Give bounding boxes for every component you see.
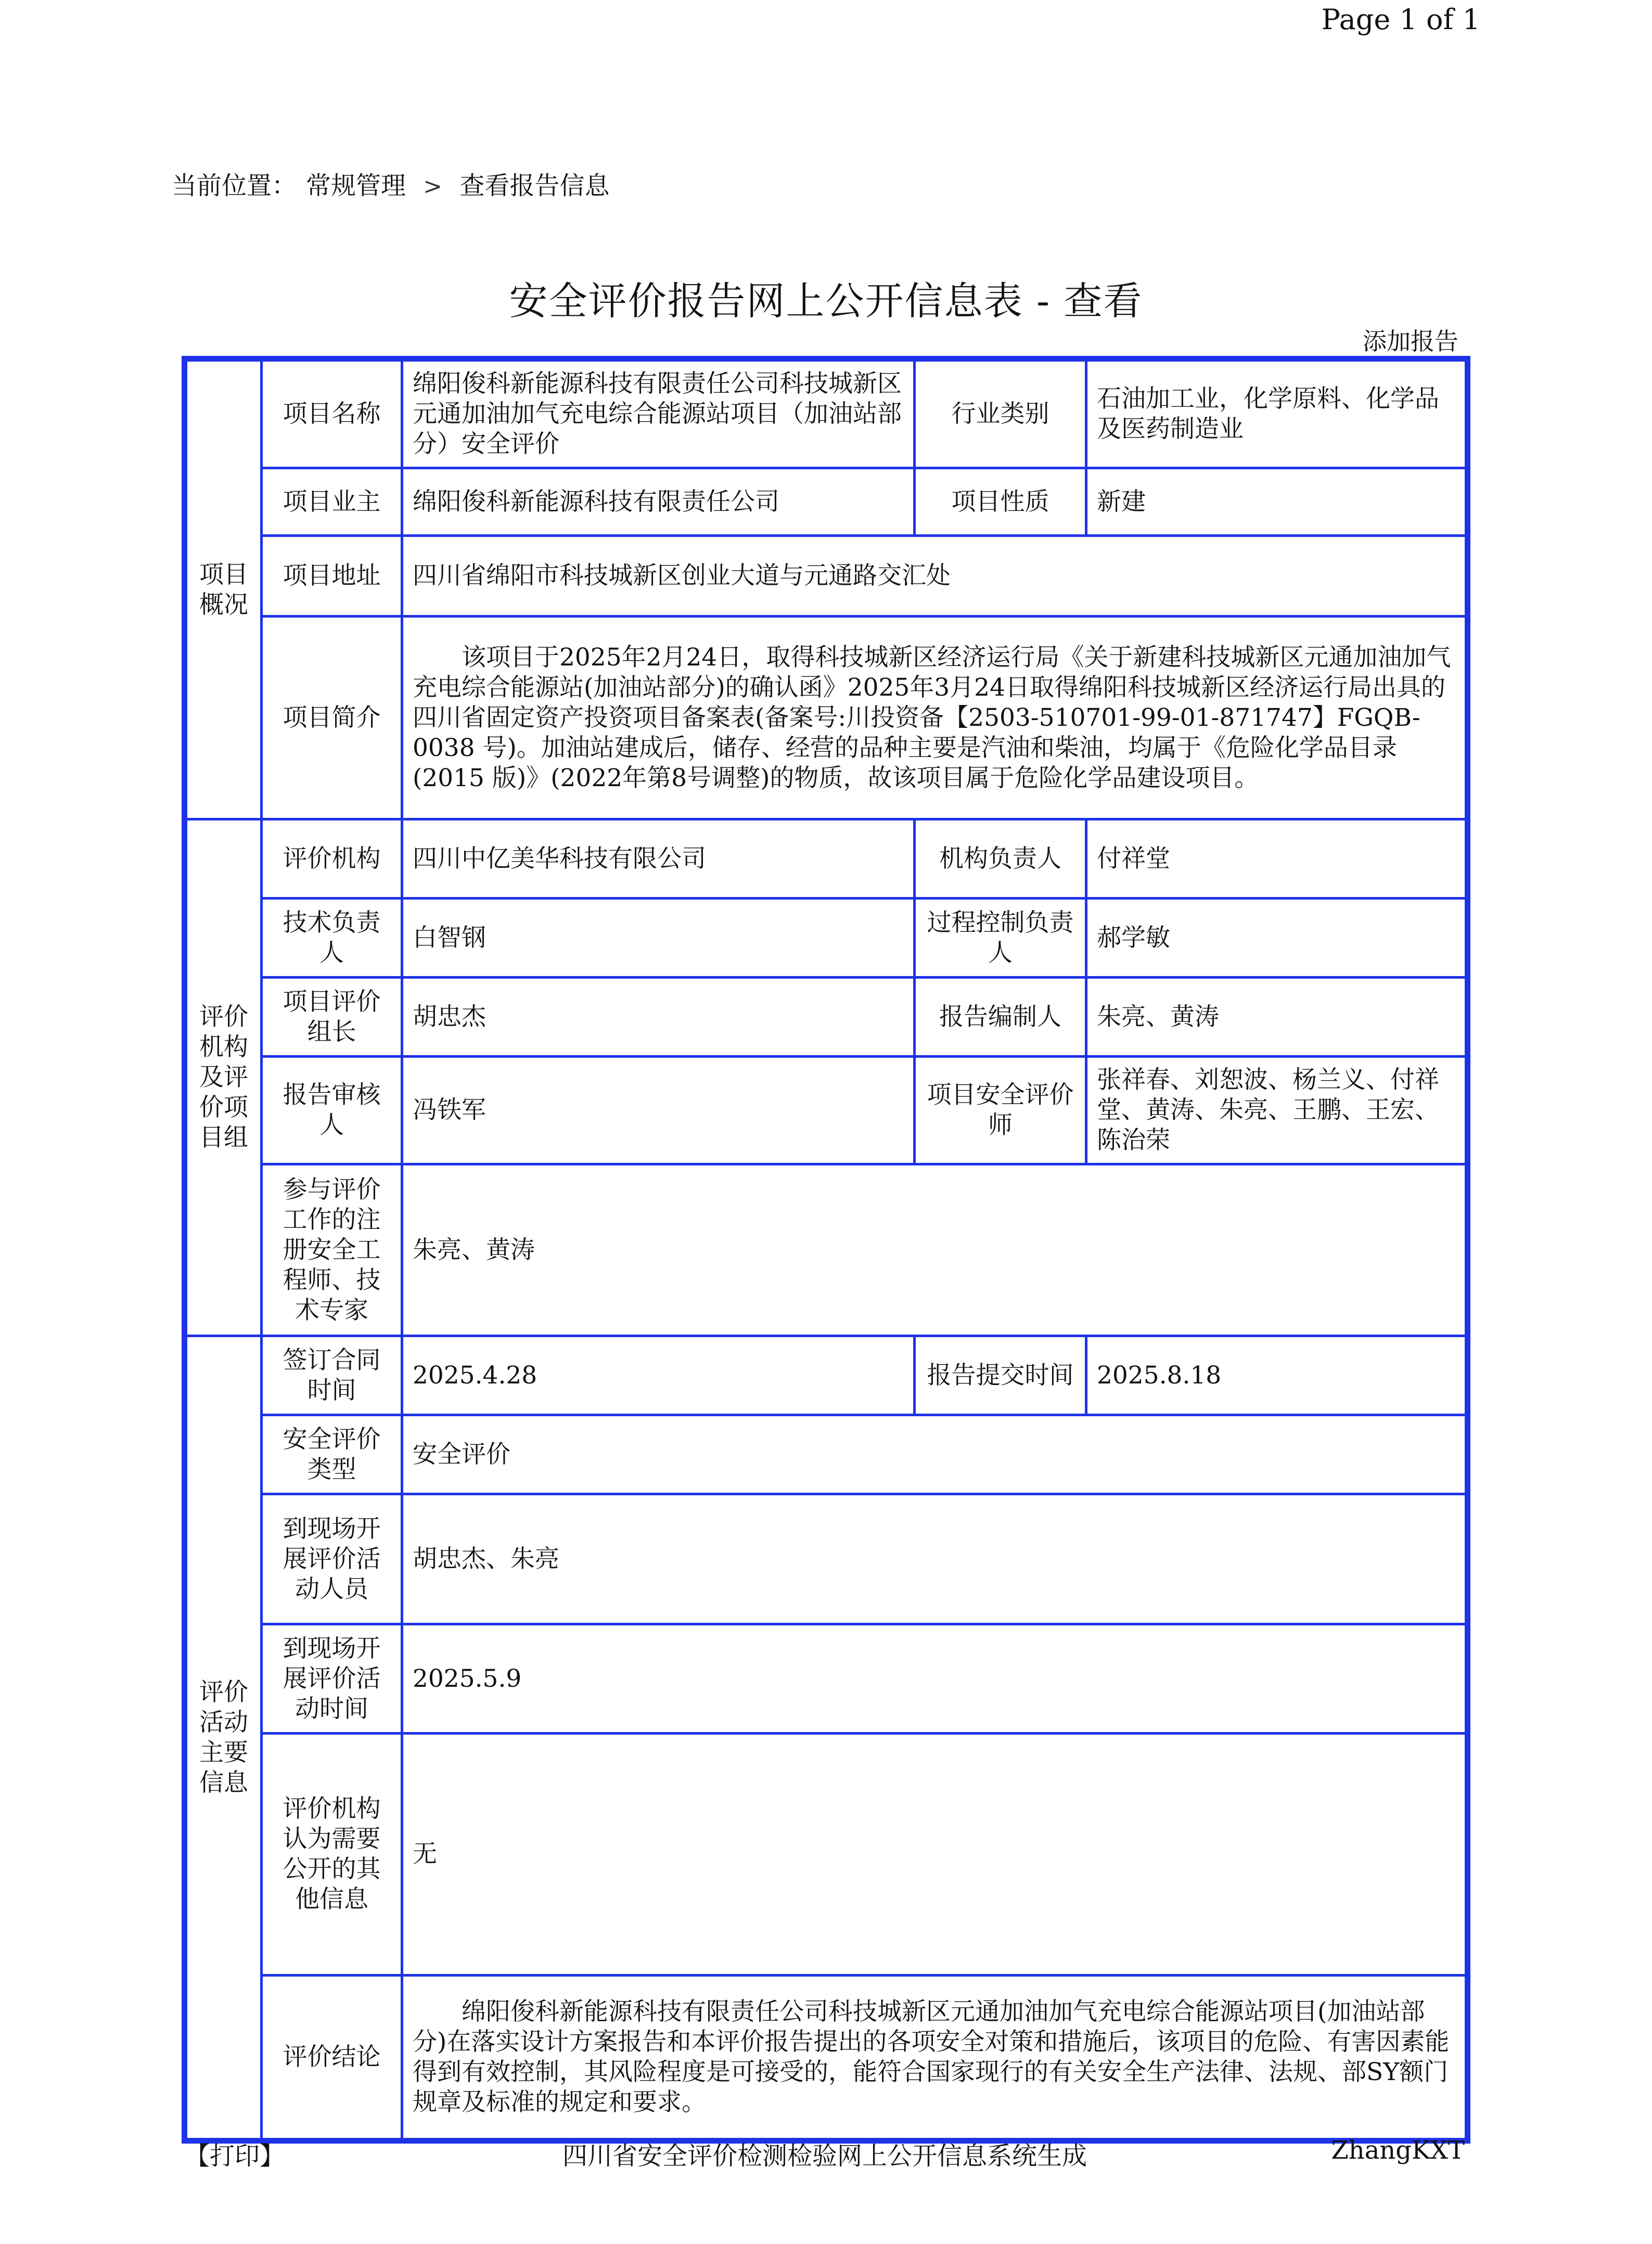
breadcrumb-label: 当前位置： [172,171,297,200]
footer [185,2136,1465,2171]
section-activity: 评价活动主要信息 [186,1336,262,2139]
value-agency: 四川中亿美华科技有限公司 [402,819,915,899]
label-tech-head: 技术负责人 [262,899,402,978]
value-team-leader: 胡忠杰 [402,978,915,1057]
label-submit-date: 报告提交时间 [915,1336,1086,1415]
value-project-name: 绵阳俊科新能源科技有限责任公司科技城新区元通加油加气充电综合能源站项目（加油站部分）安全评价 [402,361,915,468]
value-conclusion: 绵阳俊科新能源科技有限责任公司科技城新区元通加油加气充电综合能源站项目(加油站部分)在落实设计方案报告和本评价报告提出的各项安全对策和措施后，该项目的危险、有害因素能得到有效控制，其风险程度是可接受的，能符合国家现行的有关安全生产法律、法规、部SY额门规章及标准的规定和要求。 [402,1976,1466,2139]
breadcrumb [172,165,619,201]
label-owner: 项目业主 [262,468,402,536]
value-site-date: 2025.5.9 [402,1624,1466,1734]
label-engineers: 参与评价工作的注册安全工程师、技术专家 [262,1164,402,1336]
label-agency: 评价机构 [262,819,402,899]
value-engineers: 朱亮、黄涛 [402,1164,1466,1336]
value-site-people: 胡忠杰、朱亮 [402,1494,1466,1624]
label-agency-head: 机构负责人 [915,819,1086,899]
print-link[interactable]: 【打印】 [185,2142,285,2171]
page-title: 安全评价报告网上公开信息表 - 查看 [509,279,1143,324]
label-other-info: 评价机构认为需要公开的其他信息 [262,1734,402,1976]
footer-author: ZhangKXT [1331,2136,1465,2165]
value-nature: 新建 [1086,468,1466,536]
breadcrumb-item-current: 查看报告信息 [459,171,610,200]
label-eval-type: 安全评价类型 [262,1415,402,1494]
label-reviewer: 报告审核人 [262,1057,402,1164]
label-site-date: 到现场开展评价活动时间 [262,1624,402,1734]
label-project-name: 项目名称 [262,361,402,468]
value-evaluators: 张祥春、刘恕波、杨兰义、付祥堂、黄涛、朱亮、王鹏、王宏、陈治荣 [1086,1057,1466,1164]
report-info-table [185,359,1467,2140]
chevron-right-icon: > [423,173,443,200]
label-intro: 项目简介 [262,617,402,819]
footer-system-text: 四川省安全评价检测检验网上公开信息系统生成 [562,2142,1087,2171]
value-other-info: 无 [402,1734,1466,1976]
label-evaluators: 项目安全评价师 [915,1057,1086,1164]
label-compiler: 报告编制人 [915,978,1086,1057]
label-process-head: 过程控制负责人 [915,899,1086,978]
add-report-link[interactable]: 添加报告 [1363,327,1458,355]
breadcrumb-item-routine[interactable]: 常规管理 [306,171,406,200]
section-overview: 项目概况 [186,361,262,819]
label-team-leader: 项目评价组长 [262,978,402,1057]
value-owner: 绵阳俊科新能源科技有限责任公司 [402,468,915,536]
label-industry: 行业类别 [915,361,1086,468]
value-compiler: 朱亮、黄涛 [1086,978,1466,1057]
label-site-people: 到现场开展评价活动人员 [262,1494,402,1624]
value-process-head: 郝学敏 [1086,899,1466,978]
value-contract-date: 2025.4.28 [402,1336,915,1415]
page-number: Page 1 of 1 [1321,3,1480,36]
value-industry: 石油加工业，化学原料、化学品及医药制造业 [1086,361,1466,468]
label-address: 项目地址 [262,536,402,617]
value-tech-head: 白智钢 [402,899,915,978]
label-conclusion: 评价结论 [262,1976,402,2139]
label-nature: 项目性质 [915,468,1086,536]
value-eval-type: 安全评价 [402,1415,1466,1494]
value-intro: 该项目于2025年2月24日，取得科技城新区经济运行局《关于新建科技城新区元通加油加气充电综合能源站(加油站部分)的确认函》2025年3月24日取得绵阳科技城新区经济运行局出具的四川省固定资产投资项目备案表(备案号:川投资备【2503-510701-99-01-871747】FGQB-0038 号)。加油站建成后，储存、经营的品种主要是汽油和柴油，均属于《危险化学品目录(2015 版)》(2022年第8号调整)的物质，故该项目属于危险化学品建设项目。 [402,617,1466,819]
section-org: 评价机构及评价项目组 [186,819,262,1336]
label-contract-date: 签订合同时间 [262,1336,402,1415]
value-reviewer: 冯铁军 [402,1057,915,1164]
value-submit-date: 2025.8.18 [1086,1336,1466,1415]
value-agency-head: 付祥堂 [1086,819,1466,899]
value-address: 四川省绵阳市科技城新区创业大道与元通路交汇处 [402,536,1466,617]
